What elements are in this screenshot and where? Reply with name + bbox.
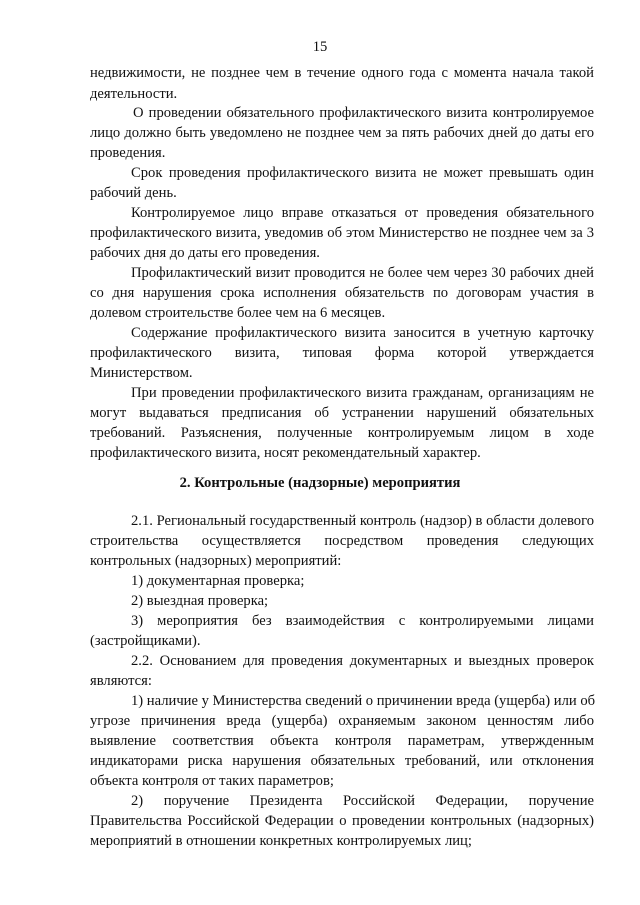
text-line: профилактического визита, уведомив об этом Министерство не позднее чем за 3	[90, 225, 594, 241]
text-line: рабочий день.	[90, 185, 177, 201]
text-line: недвижимости, не позднее чем в течение одного года с момента начала такой	[90, 65, 594, 81]
text-line: Правительства Российской Федерации о проведении контрольных (надзорных)	[90, 813, 594, 829]
text-line: Профилактический визит проводится не более чем через 30 рабочих дней	[131, 265, 594, 281]
text-line: индикаторами риска нарушения обязательных требований, или отклонения	[90, 753, 594, 769]
text-line: со дня нарушения срока исполнения обязательств по договорам участия в	[90, 285, 594, 301]
text-line: долевом строительстве более чем на 6 месяцев.	[90, 305, 386, 321]
list-item: 1) документарная проверка;	[131, 573, 305, 589]
text-line: профилактического визита, типовая форма которой утверждается	[90, 345, 594, 361]
text-line: контрольных (надзорных) мероприятий:	[90, 553, 342, 569]
text-line: строительства осуществляется посредством проведения следующих	[90, 533, 594, 549]
list-item: 2) поручение Президента Российской Федерации, поручение	[131, 793, 594, 809]
text-line: угрозе причинения вреда (ущерба) охраняемым законом ценностям либо	[90, 713, 594, 729]
page-number: 15	[312, 39, 328, 55]
text-line: 2.1. Региональный государственный контроль (надзор) в области долевого	[131, 513, 594, 529]
text-line: выявление соответствия объекта контроля параметрам, утвержденным	[90, 733, 594, 749]
text-line: являются:	[90, 673, 152, 689]
text-line: лицо должно быть уведомлено не позднее чем за пять рабочих дней до даты его	[90, 125, 594, 141]
text-line: Срок проведения профилактического визита не может превышать один	[131, 165, 594, 181]
text-line: Контролируемое лицо вправе отказаться от проведения обязательного	[131, 205, 594, 221]
text-line: О проведении обязательного профилактического визита контролируемое	[133, 105, 594, 121]
text-line: проведения.	[90, 145, 166, 161]
text-line: деятельности.	[90, 86, 178, 102]
text-line: мероприятий в отношении конкретных контролируемых лиц;	[90, 833, 472, 849]
text-line: 2.2. Основанием для проведения документарных и выездных проверок	[131, 653, 594, 669]
text-line: При проведении профилактического визита гражданам, организациям не	[131, 385, 594, 401]
list-item: 3) мероприятия без взаимодействия с контролируемыми лицами	[131, 613, 594, 629]
list-item: 1) наличие у Министерства сведений о причинении вреда (ущерба) или об	[131, 693, 596, 709]
text-line: (застройщиками).	[90, 633, 201, 649]
text-line: Министерством.	[90, 365, 193, 381]
text-line: могут выдаваться предписания об устранении нарушений обязательных	[90, 405, 594, 421]
section-heading: 2. Контрольные (надзорные) мероприятия	[179, 475, 461, 491]
text-line: объекта контроля от таких параметров;	[90, 773, 334, 789]
list-item: 2) выездная проверка;	[131, 593, 269, 609]
text-line: Содержание профилактического визита заносится в учетную карточку	[131, 325, 594, 341]
text-line: рабочих дня до даты его проведения.	[90, 245, 320, 261]
text-line: требований. Разъяснения, полученные контролируемым лицом в ходе	[90, 425, 594, 441]
text-line: профилактического визита, носят рекомендательный характер.	[90, 445, 481, 461]
